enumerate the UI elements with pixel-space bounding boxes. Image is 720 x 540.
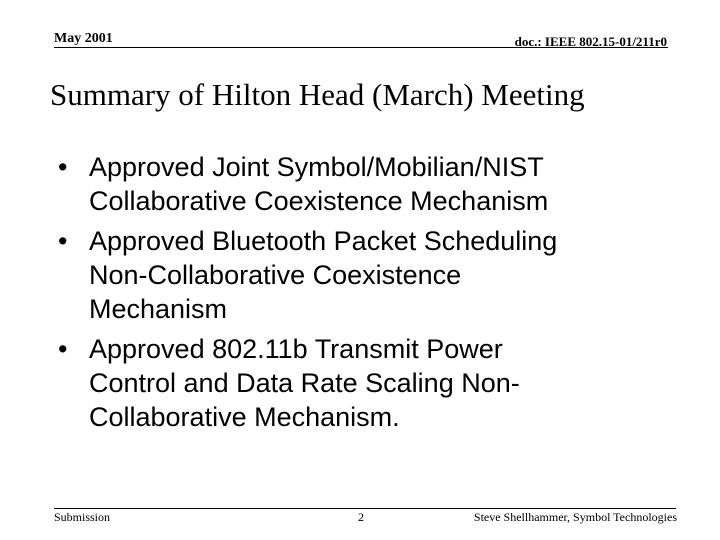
bullet-icon: •: [58, 152, 68, 182]
bullet-line: Approved Joint Symbol/Mobilian/NIST: [89, 152, 544, 182]
footer-divider: [54, 508, 676, 509]
bullet-line: Approved 802.11b Transmit Power: [89, 334, 503, 364]
bullet-line: Mechanism: [89, 294, 228, 324]
slide-title: Summary of Hilton Head (March) Meeting: [50, 77, 585, 112]
bullet-icon: •: [58, 334, 68, 364]
bullet-line: Collaborative Coexistence Mechanism: [89, 186, 549, 216]
bullet-item: [58, 224, 698, 326]
footer-author: Steve Shellhammer, Symbol Technologies: [473, 510, 677, 524]
bullet-item: [58, 332, 698, 434]
bullet-line: Collaborative Mechanism.: [89, 402, 400, 432]
header-divider: [54, 47, 668, 48]
header-date: May 2001: [54, 31, 113, 46]
footer-submission: Submission: [54, 510, 111, 524]
header-doc-id: doc.: IEEE 802.15-01/211r0: [514, 34, 667, 49]
bullet-list: [58, 150, 698, 440]
bullet-line: Approved Bluetooth Packet Scheduling: [89, 226, 558, 256]
bullet-line: Control and Data Rate Scaling Non-: [89, 368, 520, 398]
footer-page-number: 2: [358, 510, 364, 524]
bullet-item: [58, 150, 698, 218]
bullet-line: Non-Collaborative Coexistence: [89, 260, 462, 290]
bullet-icon: •: [58, 226, 68, 256]
